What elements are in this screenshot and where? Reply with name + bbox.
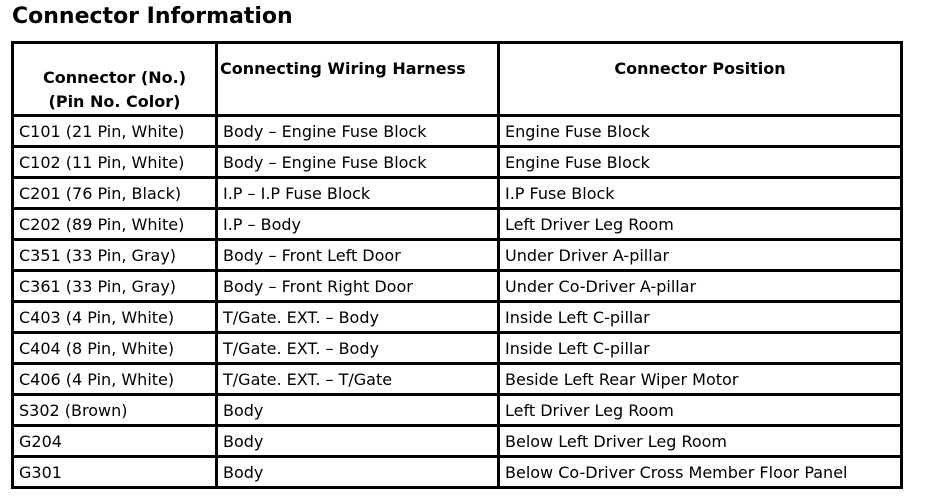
table-row xyxy=(13,426,902,457)
cell-harness: I.P – I.P Fuse Block xyxy=(217,178,499,209)
cell-connector: G301 xyxy=(13,457,217,488)
cell-position: Under Co-Driver A-pillar xyxy=(499,271,902,302)
header-connector xyxy=(13,43,217,116)
cell-connector: C102 (11 Pin, White) xyxy=(13,147,217,178)
cell-connector: S302 (Brown) xyxy=(13,395,217,426)
cell-harness: Body xyxy=(217,426,499,457)
table-body xyxy=(13,116,902,488)
table-row xyxy=(13,178,902,209)
cell-harness: Body xyxy=(217,457,499,488)
cell-harness: T/Gate. EXT. – T/Gate xyxy=(217,364,499,395)
table-row xyxy=(13,209,902,240)
table-row xyxy=(13,116,902,147)
table-row xyxy=(13,302,902,333)
table-row xyxy=(13,395,902,426)
cell-harness: T/Gate. EXT. – Body xyxy=(217,302,499,333)
table-row xyxy=(13,240,902,271)
header-connector-line1: Connector (No.) xyxy=(42,68,187,87)
table-row xyxy=(13,333,902,364)
cell-position: Inside Left C-pillar xyxy=(499,302,902,333)
cell-position: Beside Left Rear Wiper Motor xyxy=(499,364,902,395)
cell-harness: Body – Engine Fuse Block xyxy=(217,116,499,147)
cell-connector: C101 (21 Pin, White) xyxy=(13,116,217,147)
cell-connector: C403 (4 Pin, White) xyxy=(13,302,217,333)
cell-position: Engine Fuse Block xyxy=(499,116,902,147)
page-title: Connector Information xyxy=(12,4,293,29)
cell-position: Below Left Driver Leg Room xyxy=(499,426,902,457)
cell-connector: C202 (89 Pin, White) xyxy=(13,209,217,240)
connector-table xyxy=(11,41,903,489)
cell-connector: C404 (8 Pin, White) xyxy=(13,333,217,364)
cell-position: Below Co-Driver Cross Member Floor Panel xyxy=(499,457,902,488)
cell-connector: C351 (33 Pin, Gray) xyxy=(13,240,217,271)
table-row xyxy=(13,364,902,395)
header-connector-line2: (Pin No. Color) xyxy=(48,92,181,111)
cell-harness: Body – Engine Fuse Block xyxy=(217,147,499,178)
table-row xyxy=(13,271,902,302)
cell-position: Left Driver Leg Room xyxy=(499,395,902,426)
header-harness: Connecting Wiring Harness xyxy=(217,43,499,116)
cell-position: Under Driver A-pillar xyxy=(499,240,902,271)
cell-harness: Body xyxy=(217,395,499,426)
cell-connector: G204 xyxy=(13,426,217,457)
table-header-row xyxy=(13,43,902,116)
cell-position: Engine Fuse Block xyxy=(499,147,902,178)
cell-harness: Body – Front Left Door xyxy=(217,240,499,271)
cell-position: Inside Left C-pillar xyxy=(499,333,902,364)
cell-harness: Body – Front Right Door xyxy=(217,271,499,302)
table-row xyxy=(13,147,902,178)
cell-connector: C201 (76 Pin, Black) xyxy=(13,178,217,209)
cell-connector: C361 (33 Pin, Gray) xyxy=(13,271,217,302)
cell-harness: I.P – Body xyxy=(217,209,499,240)
header-position: Connector Position xyxy=(499,43,902,116)
table-row xyxy=(13,457,902,488)
cell-harness: T/Gate. EXT. – Body xyxy=(217,333,499,364)
cell-position: Left Driver Leg Room xyxy=(499,209,902,240)
cell-position: I.P Fuse Block xyxy=(499,178,902,209)
cell-connector: C406 (4 Pin, White) xyxy=(13,364,217,395)
